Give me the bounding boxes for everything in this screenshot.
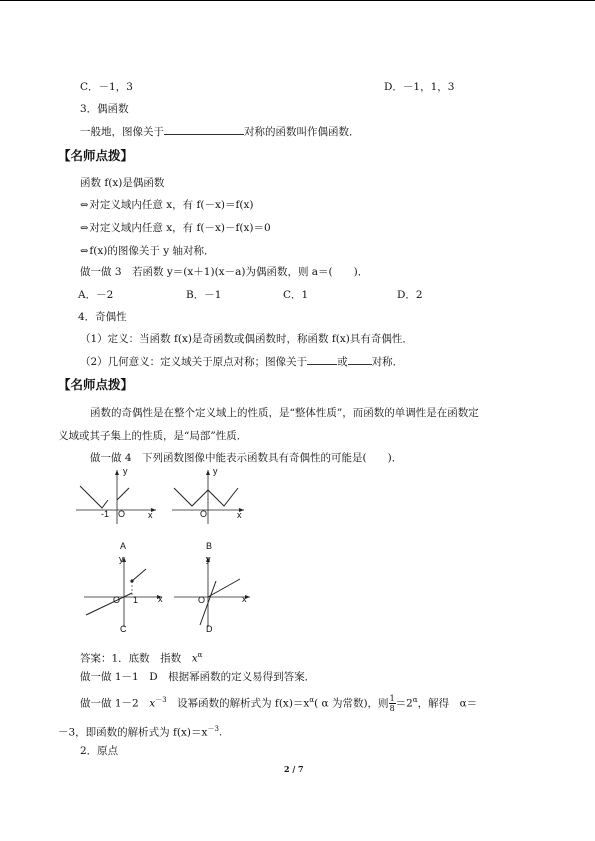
tick-label: -1 <box>101 509 110 519</box>
axis-label-x: x <box>242 594 247 604</box>
fraction: $\frac{1}{8}$ <box>389 694 395 713</box>
iff-symbol: ⇔ <box>80 246 89 257</box>
tip1-line2: ⇔对定义域内任意 x，有 f(－x)＝f(x) <box>80 199 254 211</box>
try4-question: 做一做 4 下列函数图像中能表示函数具有奇偶性的可能是( )． <box>90 452 403 464</box>
tip-heading-2: 【名师点拨】 <box>58 377 134 392</box>
section4-title: 4．奇偶性 <box>78 311 127 323</box>
axis-label-y: y <box>206 554 211 564</box>
section4-def1: （1）定义：当函数 f(x)是奇函数或偶函数时，称函数 f(x)具有奇偶性． <box>80 333 413 345</box>
try3-option-c: C．1 <box>283 289 309 301</box>
axis-label-x: x <box>148 510 153 520</box>
option-d: D．－1，1，3 <box>384 81 455 93</box>
graph-c-svg <box>80 553 164 629</box>
origin-label: O <box>113 595 121 605</box>
tip1-line1: 函数 f(x)是偶函数 <box>80 177 165 189</box>
tip2-para-line1: 函数的奇偶性是在整个定义域上的性质，是“整体性质”，而函数的单调性是在函数定 <box>90 407 479 419</box>
tip1-line4: ⇔f(x)的图像关于 y 轴对称． <box>80 245 215 257</box>
def-before: 一般地，图像关于 <box>80 126 164 138</box>
iff-symbol: ⇔ <box>80 223 89 234</box>
origin-label: O <box>198 595 206 605</box>
section3-title: 3．偶函数 <box>80 103 129 115</box>
graph-label: A <box>120 541 127 551</box>
origin-label: O <box>200 509 208 519</box>
answer-line5: 2．原点 <box>80 745 119 757</box>
tip-heading-1: 【名师点拨】 <box>58 148 134 163</box>
graph-label: D <box>206 624 213 634</box>
graph-a-svg <box>74 466 158 526</box>
top-border <box>0 0 595 1</box>
graph-label: B <box>206 541 213 551</box>
answer-line4: －3，即函数的解析式为 $f(x)=x^{-3}$. <box>58 725 223 739</box>
iff-symbol: ⇔ <box>80 200 89 211</box>
axis-label-x: x <box>237 510 242 520</box>
axis-label-y: y <box>119 554 124 564</box>
try3-option-a: A．－2 <box>78 289 114 301</box>
fill-blank <box>348 354 372 365</box>
tip1-line3: ⇔对定义域内任意 x，有 f(－x)－f(x)＝0 <box>80 222 271 234</box>
answer-line3: 做一做 1－2 $x^{-3}$ 设幂函数的解析式为 $f(x)=x^\alpha$( α 为常数)，则 $\frac{1}{8}$ $=2^\alpha$，解得 α＝ <box>80 694 478 713</box>
try3-option-d: D．2 <box>397 289 423 301</box>
axis-label-y: y <box>213 466 218 476</box>
section3-definition <box>80 124 360 139</box>
def-after: 对称的函数叫作偶函数． <box>244 126 360 138</box>
tick-label: 1 <box>133 595 139 605</box>
section4-def2: （2）几何意义：定义域关于原点对称；图像关于 或 对称． <box>80 356 404 368</box>
fill-blank <box>307 354 337 365</box>
axis-label-y: y <box>123 466 128 476</box>
origin-label: O <box>118 509 126 519</box>
option-c: C．－1，3 <box>80 81 133 93</box>
graph-d-svg <box>172 553 252 629</box>
tip2-para-line2: 义域或其子集上的性质，是“局部”性质． <box>58 430 248 442</box>
try3-option-b: B．－1 <box>186 289 222 301</box>
axis-label-x: x <box>158 594 163 604</box>
graph-b-svg <box>170 466 246 526</box>
answer-line2: 做一做 1－1 D 根据幂函数的定义易得到答案． <box>80 671 316 683</box>
answer-line1: 答案：1．底数 指数 $x^\alpha$ <box>80 651 203 665</box>
page-number: 2 / 7 <box>284 764 304 774</box>
try3-question: 做一做 3 若函数 y＝(x＋1)(x－a)为偶函数，则 a＝( )． <box>80 266 369 278</box>
graph-label: C <box>120 624 127 634</box>
fill-blank <box>164 124 244 135</box>
